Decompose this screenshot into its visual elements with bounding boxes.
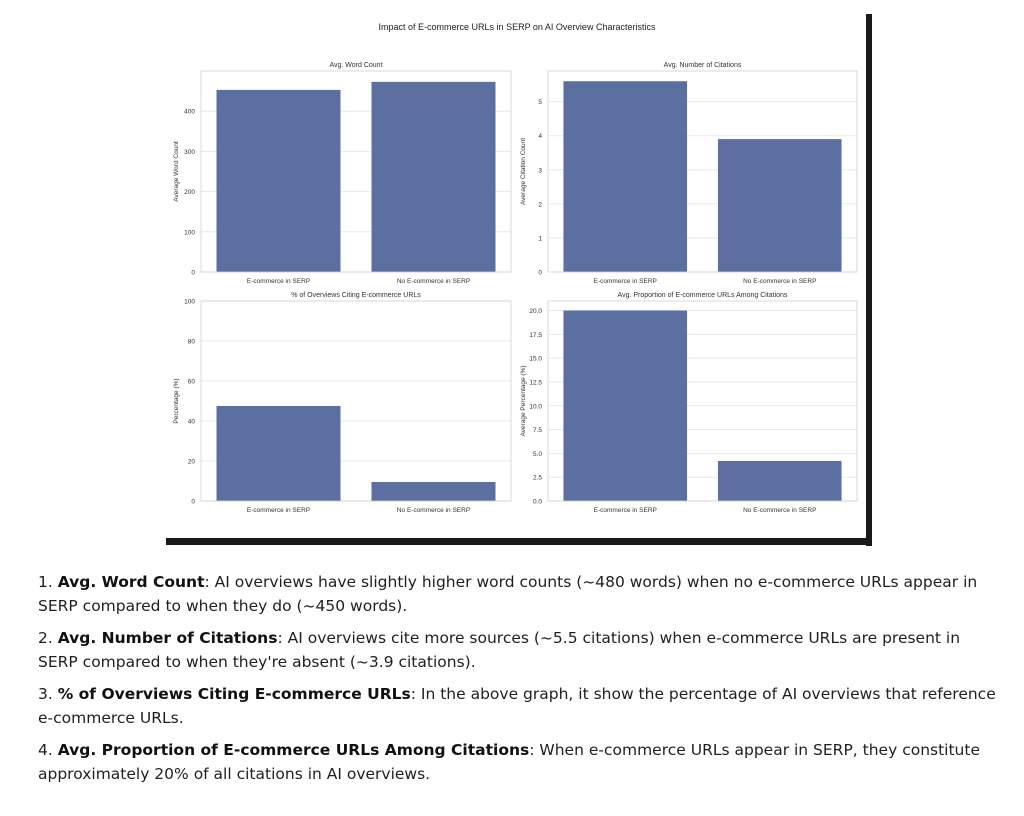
note-separator: : <box>410 685 416 703</box>
notes-list <box>38 570 998 794</box>
y-tick-label: 4 <box>538 133 542 141</box>
y-tick-label: 10.0 <box>529 403 542 411</box>
note-item <box>38 682 998 730</box>
note-text: AI overviews have slightly higher word counts (~480 words) when no e-commerce URLs appear in SERP compared to when they do (~450 words). <box>38 573 978 615</box>
y-tick-label: 400 <box>184 108 195 116</box>
y-tick-label: 20 <box>187 458 195 466</box>
x-tick-label: No E-commerce in SERP <box>396 278 471 285</box>
note-heading: Avg. Word Count <box>57 573 205 591</box>
chart-title: Avg. Proportion of E-commerce URLs Among Citations <box>617 292 788 299</box>
note-number: 1. <box>38 573 53 591</box>
y-tick-label: 60 <box>187 378 195 386</box>
note-text: In the above graph, it show the percentage of AI overviews that reference e-commerce URLs. <box>38 685 996 727</box>
chart-title: Avg. Word Count <box>329 62 383 69</box>
y-axis-label: Average Word Count <box>173 141 180 202</box>
y-tick-label: 1 <box>538 235 542 243</box>
figure-frame-bottom-border <box>166 538 872 545</box>
note-text: AI overviews cite more sources (~5.5 citations) when e-commerce URLs are present in SERP compared to when they're absent (~3.9 citations). <box>38 629 961 671</box>
y-tick-label: 0.0 <box>532 498 542 506</box>
y-axis-label: Percentage (%) <box>173 378 180 424</box>
y-tick-label: 40 <box>187 418 195 426</box>
y-tick-label: 80 <box>187 338 195 346</box>
x-tick-label: E-commerce in SERP <box>246 278 311 285</box>
note-separator: : <box>529 741 535 759</box>
note-separator: : <box>204 573 210 591</box>
y-tick-label: 7.5 <box>532 427 542 435</box>
note-heading: Avg. Proportion of E-commerce URLs Among Citations <box>57 741 530 759</box>
y-tick-label: 300 <box>184 148 195 156</box>
y-axis-label: Average Percentage (%) <box>520 365 527 437</box>
bar <box>217 90 341 272</box>
note-item <box>38 626 998 674</box>
y-tick-label: 17.5 <box>529 331 542 339</box>
y-tick-label: 0 <box>538 269 542 277</box>
y-tick-label: 100 <box>184 229 195 237</box>
x-tick-label: E-commerce in SERP <box>246 507 311 514</box>
note-heading: Avg. Number of Citations <box>57 629 278 647</box>
y-tick-label: 0 <box>191 269 195 277</box>
note-separator: : <box>277 629 283 647</box>
note-number: 4. <box>38 741 53 759</box>
note-item <box>38 570 998 618</box>
y-tick-label: 200 <box>184 189 195 197</box>
y-tick-label: 3 <box>538 167 542 175</box>
figure-suptitle: Impact of E-commerce URLs in SERP on AI Overview Characteristics <box>378 22 656 32</box>
x-tick-label: E-commerce in SERP <box>593 507 657 514</box>
y-tick-label: 100 <box>184 298 195 306</box>
bar <box>563 81 687 272</box>
note-heading: % of Overviews Citing E-commerce URLs <box>57 685 411 703</box>
bar <box>563 311 687 501</box>
figure-frame-right-border <box>866 14 872 546</box>
y-tick-label: 15.0 <box>529 355 542 363</box>
bar <box>718 139 842 272</box>
x-tick-label: No E-commerce in SERP <box>743 278 817 285</box>
y-axis-label: Average Citation Count <box>520 137 527 206</box>
y-tick-label: 20.0 <box>529 308 542 316</box>
y-tick-label: 12.5 <box>529 379 542 387</box>
bar <box>217 406 341 501</box>
chart-title: Avg. Number of Citations <box>663 62 742 69</box>
y-tick-label: 0 <box>191 498 195 506</box>
chart-title: % of Overviews Citing E-commerce URLs <box>291 292 421 299</box>
bar <box>718 461 842 501</box>
bar <box>372 82 496 272</box>
y-tick-label: 5.0 <box>532 450 542 458</box>
x-tick-label: No E-commerce in SERP <box>743 507 817 514</box>
y-tick-label: 2.5 <box>532 474 542 482</box>
x-tick-label: E-commerce in SERP <box>593 278 657 285</box>
note-item <box>38 738 998 786</box>
x-tick-label: No E-commerce in SERP <box>396 507 471 514</box>
note-text: When e-commerce URLs appear in SERP, they constitute approximately 20% of all citations in AI overviews. <box>38 741 980 783</box>
note-number: 2. <box>38 629 53 647</box>
note-number: 3. <box>38 685 53 703</box>
y-tick-label: 2 <box>538 201 542 209</box>
y-tick-label: 5 <box>538 99 542 107</box>
bar <box>372 482 496 501</box>
